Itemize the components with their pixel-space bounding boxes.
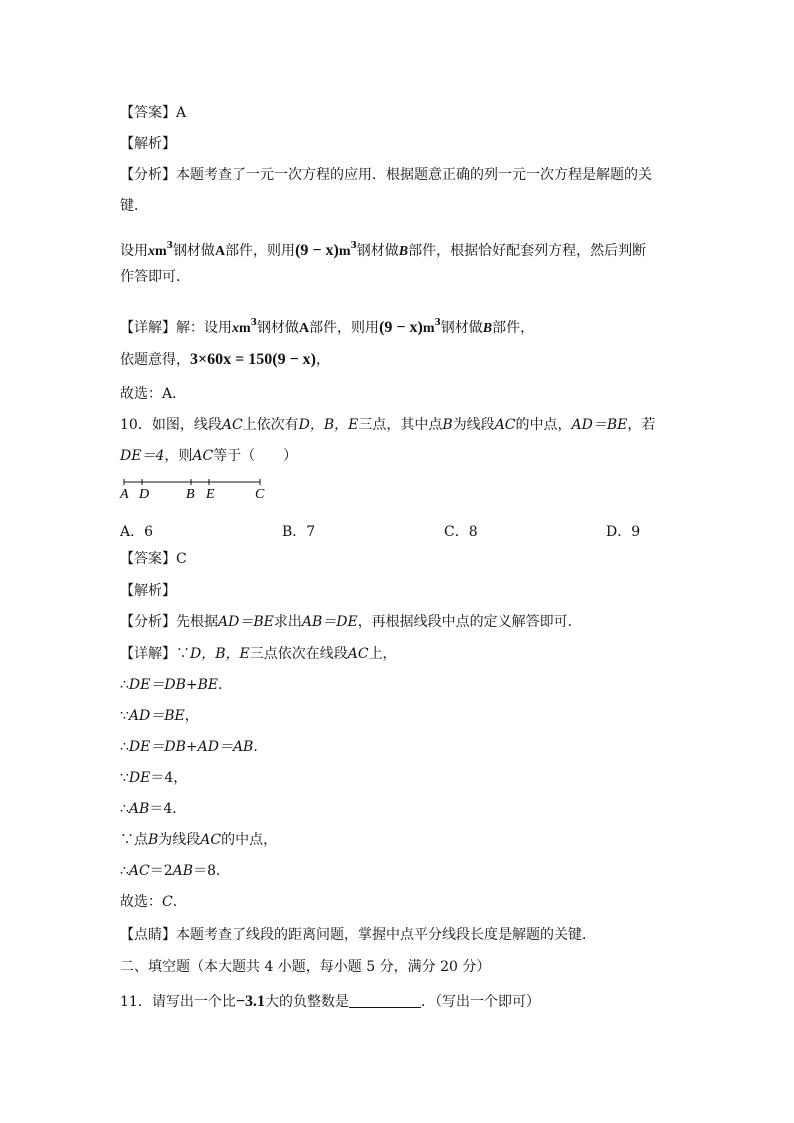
unit-m: m [239, 321, 251, 336]
math: C [162, 894, 173, 910]
math: B [148, 832, 159, 848]
q9-equation-line [120, 350, 330, 370]
text: 部件，根据恰好配套列方程，然后判断 [408, 243, 647, 259]
dianjing-tag: 【点睛】 [120, 927, 176, 943]
answer-value: C [176, 551, 187, 567]
q10-step-2 [120, 675, 232, 695]
q10-stem-line-2 [120, 446, 297, 466]
text: 依题意得， [120, 352, 190, 368]
q9-jiexi: 【解析】 [120, 136, 176, 152]
q10-step-3 [120, 706, 199, 726]
unit-m: m [338, 244, 351, 259]
answer-value: A [176, 105, 187, 121]
text: 三点依次在线段 [249, 646, 348, 662]
label-b: B [186, 487, 195, 502]
text: 为线段 [452, 417, 495, 433]
math: AC [200, 832, 222, 848]
text: 求出 [273, 614, 302, 630]
text: ＝2 [149, 863, 173, 879]
math-de-eq: DE＝4 [120, 448, 165, 464]
text: 上， [368, 646, 397, 662]
text: 解：设用 [176, 320, 232, 336]
text: 大的负整数是 [264, 994, 349, 1010]
text: 先根据 [176, 614, 218, 630]
q10-answer [120, 549, 187, 569]
text: 的中点， [515, 417, 572, 433]
cube: 3 [166, 241, 173, 251]
q9-detail-line [120, 313, 534, 339]
option-a: A．6 [120, 524, 154, 540]
text: 等于（ ） [213, 448, 298, 464]
fenxi-tag: 【分析】 [120, 614, 176, 630]
q10-jiexi: 【解析】 [120, 583, 176, 599]
q10-fenxi [120, 612, 582, 632]
q10-step-1 [120, 644, 397, 664]
text: ，则 [164, 448, 193, 464]
therefore-symbol: ∴ [120, 677, 129, 693]
text: 为线段 [158, 832, 201, 848]
math-points: D，B，E [298, 417, 359, 433]
text: ＝8． [193, 863, 230, 879]
fenxi-tag: 【分析】 [120, 167, 176, 183]
q9-para-line-2: 作答即可． [120, 269, 190, 285]
math-value: −3.1 [235, 993, 265, 1010]
text: 钢材做 [356, 243, 399, 259]
cube: 3 [350, 241, 357, 251]
cube: 3 [434, 318, 441, 328]
q10-stem-line-1 [120, 415, 655, 435]
text: 故选： [120, 894, 162, 910]
part-a-label: A [214, 244, 226, 259]
text: 部件，则用 [309, 320, 380, 336]
text: 钢材做 [256, 320, 299, 336]
option-d: D．9 [606, 524, 641, 540]
unit-m: m [155, 244, 167, 259]
answer-blank[interactable] [349, 993, 421, 1008]
unit-m: m [422, 321, 435, 336]
text: ＝4． [149, 801, 187, 817]
text: ， [184, 708, 199, 724]
math-ac: AC [494, 417, 516, 433]
because-symbol: ∵ [120, 770, 129, 786]
q9-answer [120, 103, 186, 123]
therefore-symbol: ∴ [120, 863, 129, 879]
q9-fenxi-line-2: 键． [120, 198, 148, 214]
part-b-label: B [482, 321, 493, 336]
option-c: C．8 [444, 524, 478, 540]
option-b: B．7 [282, 524, 316, 540]
math-ab-eq-de: AB＝DE [301, 614, 358, 630]
fenxi-text: 本题考查了一元一次方程的应用．根据题意正确的列一元一次方程是解题的关 [176, 167, 652, 183]
cube: 3 [250, 318, 257, 328]
text: 设用 [120, 243, 148, 259]
because-symbol: ∵ [176, 646, 190, 662]
answer-tag: 【答案】 [120, 105, 176, 121]
math-ad-eq-be: AD＝BE [571, 417, 628, 433]
text: ， [316, 352, 331, 368]
equation: 3×60x = 150(9 − x) [190, 351, 317, 368]
q9-para-line-1 [120, 236, 646, 262]
math: AC [347, 646, 369, 662]
section-heading: 二、填空题（本大题共 4 小题，每小题 5 分，满分 20 分） [120, 959, 491, 975]
q9-conclusion: 故选：A． [120, 386, 187, 402]
var-x: x [232, 321, 239, 336]
text: 钢材做 [440, 320, 483, 336]
text: 的中点， [221, 832, 278, 848]
text: 三点，其中点 [358, 417, 443, 433]
text: ． [172, 894, 187, 910]
text: 钢材做 [172, 243, 215, 259]
math: DE＝DB+BE [128, 677, 219, 693]
q10-step-7 [120, 830, 277, 850]
label-d: D [139, 487, 150, 502]
text: 部件，则用 [225, 243, 296, 259]
segment-diagram [118, 476, 278, 502]
detail-tag: 【详解】 [120, 320, 176, 336]
detail-tag: 【详解】 [120, 646, 176, 662]
math: AC [128, 863, 150, 879]
text: ．（写出一个即可） [420, 994, 540, 1010]
math-ac: AC [192, 448, 214, 464]
math: D，B，E [190, 646, 250, 662]
text: 10．如图，线段 [120, 417, 222, 433]
text: ＝4， [150, 770, 188, 786]
q10-conclusion [120, 892, 187, 912]
math: DE [128, 770, 151, 786]
label-c: C [255, 487, 265, 502]
text: 部件， [492, 320, 535, 336]
math: AB [128, 801, 150, 817]
text: 点 [134, 832, 148, 848]
part-a-label: A [298, 321, 310, 336]
because-symbol: ∵ [120, 708, 129, 724]
q9-fenxi-line-1 [120, 165, 652, 185]
label-a: A [120, 487, 129, 502]
text: ． [218, 677, 233, 693]
q11-stem [120, 992, 540, 1012]
because-symbol: ∵ [120, 832, 134, 848]
q10-step-5 [120, 768, 187, 788]
part-b-label: B [398, 244, 409, 259]
label-e: E [206, 487, 215, 502]
expr-9-minus-x: (9 − x) [295, 242, 339, 259]
q10-step-4 [120, 737, 267, 757]
text: 11．请写出一个比 [120, 994, 236, 1010]
text: ． [253, 739, 268, 755]
text: ，再根据线段中点的定义解答即可． [357, 614, 582, 630]
therefore-symbol: ∴ [120, 801, 129, 817]
q10-step-8 [120, 861, 230, 881]
math-ac: AC [221, 417, 243, 433]
text: 上依次有 [242, 417, 299, 433]
expr-9-minus-x: (9 − x) [379, 319, 423, 336]
text: 本题考查了线段的距离问题，掌握中点平分线段长度是解题的关键． [176, 927, 596, 943]
math: AD＝BE [128, 708, 185, 724]
text: ，若 [627, 417, 656, 433]
math-ad-eq-be: AD＝BE [218, 614, 274, 630]
answer-tag: 【答案】 [120, 551, 176, 567]
q10-step-6 [120, 799, 186, 819]
q10-dianjing [120, 925, 596, 945]
math: AB [172, 863, 194, 879]
therefore-symbol: ∴ [120, 739, 129, 755]
math-b: B [442, 417, 453, 433]
var-x: x [148, 244, 155, 259]
math: DE＝DB+AD＝AB [128, 739, 254, 755]
